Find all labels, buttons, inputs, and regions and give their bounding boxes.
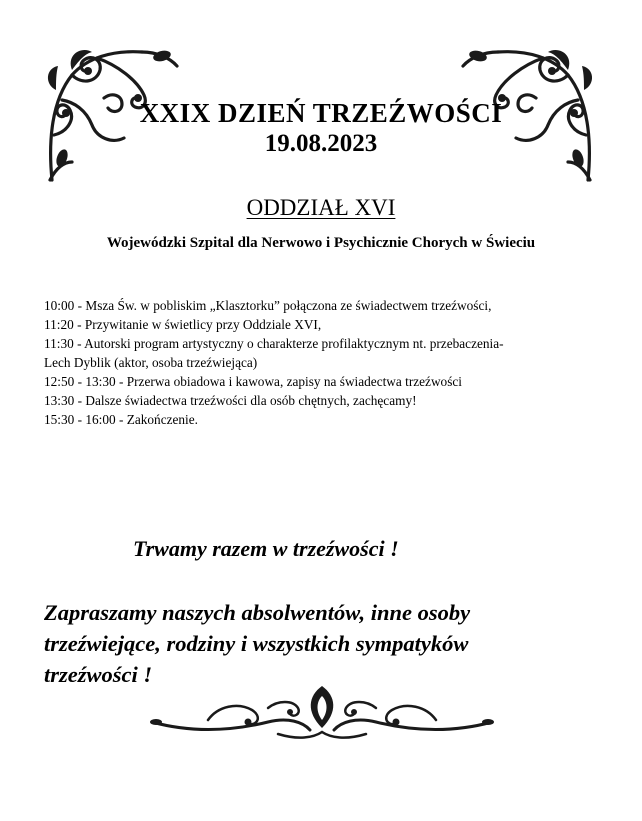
schedule-item: Lech Dyblik (aktor, osoba trzeźwiejąca)	[44, 355, 258, 370]
schedule-item: 13:30 - Dalsze świadectwa trzeźwości dla osób chętnych, zachęcamy!	[44, 393, 417, 408]
schedule-item: 11:20 - Przywitanie w świetlicy przy Oddziale XVI,	[44, 317, 322, 332]
invitation-line: trzeźwości !	[44, 662, 153, 687]
schedule-item: 15:30 - 16:00 - Zakończenie.	[44, 412, 198, 427]
invitation-line: Zapraszamy naszych absolwentów, inne osoby	[44, 600, 471, 625]
bottom-flourish-icon	[148, 682, 496, 744]
slogan: Trwamy razem w trzeźwości !	[133, 536, 399, 561]
schedule-item: 10:00 - Msza Św. w pobliskim „Klasztorku” połączona ze świadectwem trzeźwości,	[44, 298, 492, 313]
schedule-list	[44, 296, 604, 429]
schedule-item: 11:30 - Autorski program artystyczny o charakterze profilaktycznym nt. przebaczenia-	[44, 336, 504, 351]
invitation-line: trzeźwiejące, rodziny i wszystkich sympatyków	[44, 631, 469, 656]
department-heading: ODDZIAŁ XVI	[246, 195, 396, 220]
hospital-name: Wojewódzki Szpital dla Nerwowo i Psychicznie Chorych w Świeciu	[106, 235, 536, 251]
schedule-item: 12:50 - 13:30 - Przerwa obiadowa i kawowa, zapisy na świadectwa trzeźwości	[44, 374, 462, 389]
invitation-text	[44, 597, 604, 690]
event-title: XXIX DZIEŃ TRZEŹWOŚCI	[139, 98, 503, 128]
event-date: 19.08.2023	[264, 130, 378, 157]
